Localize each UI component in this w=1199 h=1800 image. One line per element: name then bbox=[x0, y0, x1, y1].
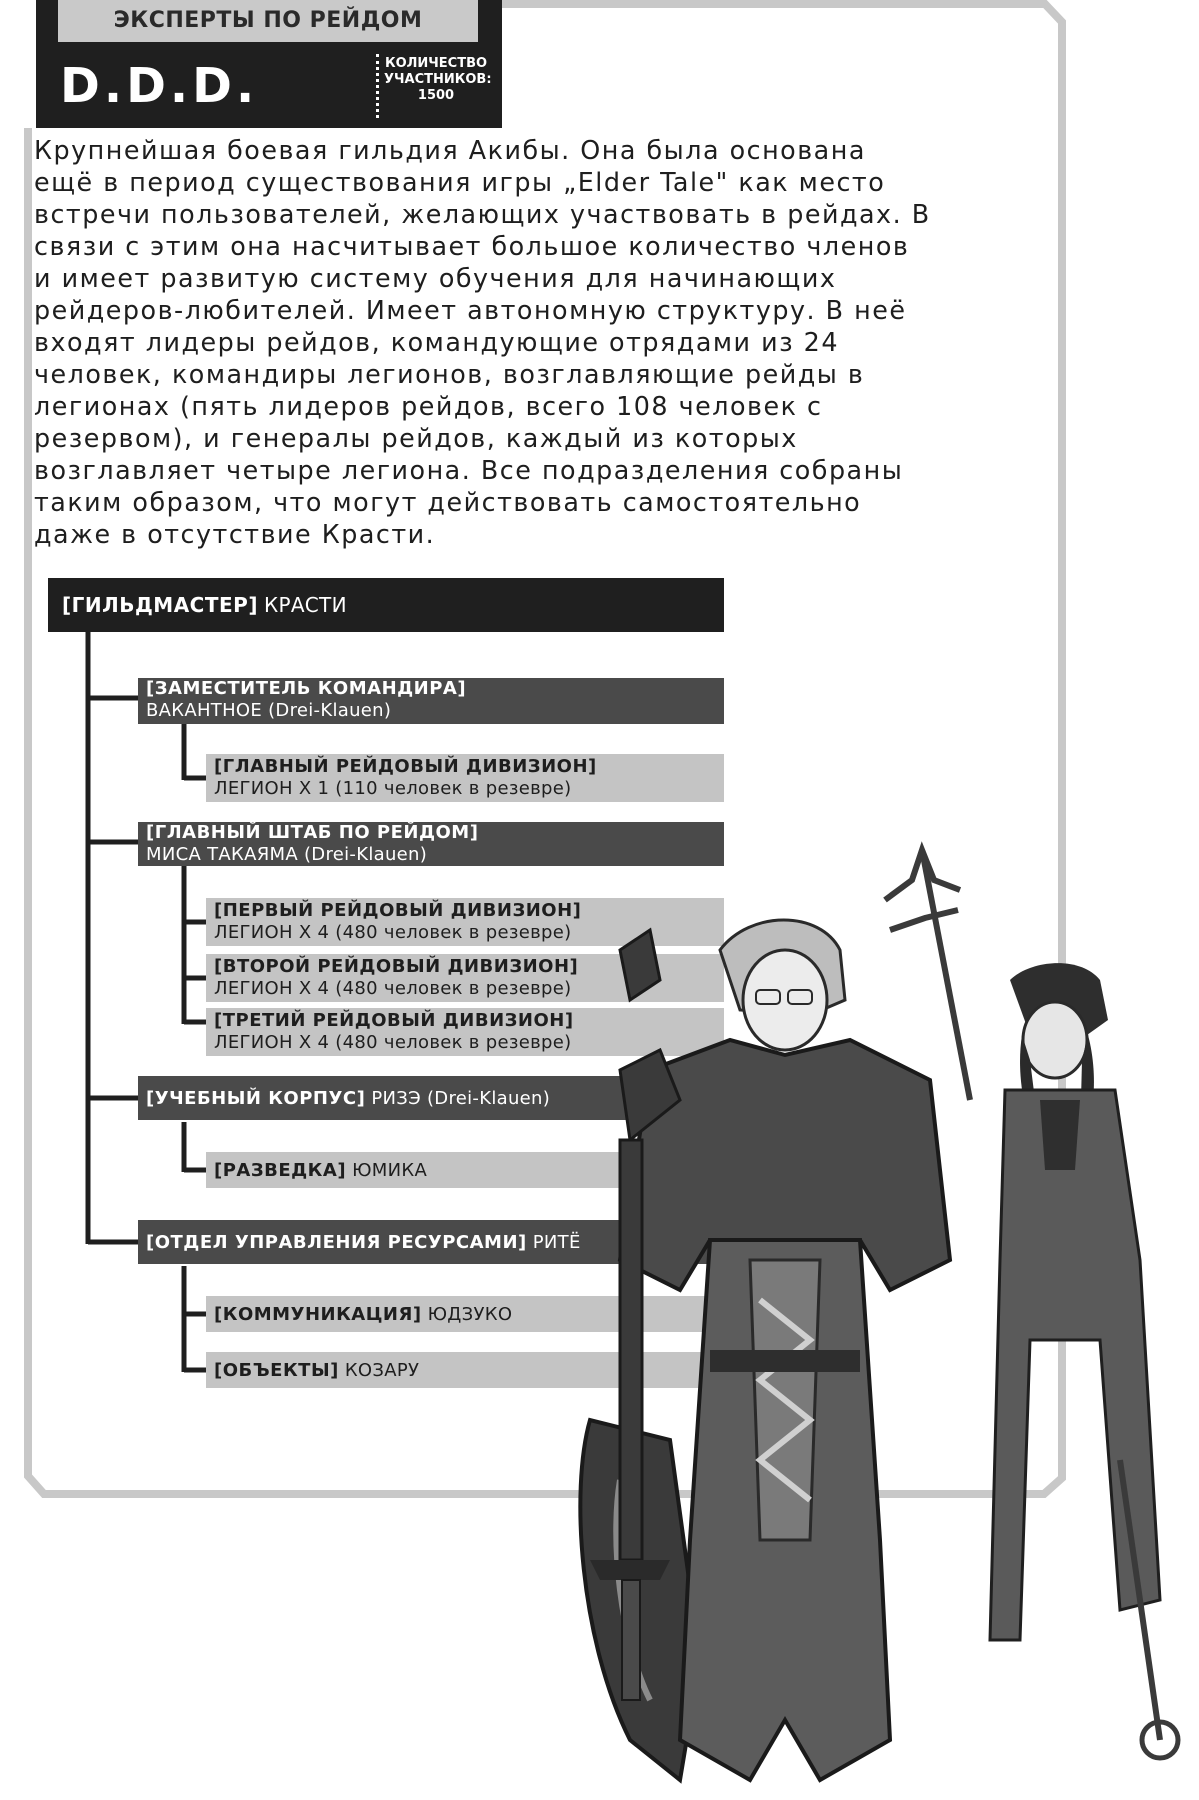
members-count: 1500 bbox=[417, 88, 455, 103]
guild-name: D.D.D. bbox=[60, 58, 259, 114]
org-name: РИЗЭ (Drei-Klauen) bbox=[371, 1087, 551, 1109]
org-name: ЮДЗУКО bbox=[427, 1303, 513, 1325]
org-role: [ГИЛЬДМАСТЕР] bbox=[62, 593, 258, 617]
org-name: ЛЕГИОН X 4 (480 человек в резевре) bbox=[214, 1032, 572, 1053]
members-label-line1: КОЛИЧЕСТВО bbox=[384, 56, 488, 71]
character-illustration bbox=[560, 840, 1199, 1800]
org-name: КОЗАРУ bbox=[344, 1359, 420, 1381]
org-role: [ОТДЕЛ УПРАВЛЕНИЯ РЕСУРСАМИ] bbox=[146, 1231, 527, 1253]
org-role: [ПЕРВЫЙ РЕЙДОВЫЙ ДИВИЗИОН] bbox=[214, 900, 582, 921]
org-name: ЮМИКА bbox=[352, 1159, 428, 1181]
org-role: [РАЗВЕДКА] bbox=[214, 1159, 347, 1181]
org-name: ЛЕГИОН X 4 (480 человек в резевре) bbox=[214, 922, 572, 943]
org-guildmaster bbox=[48, 578, 724, 632]
org-role: [ГЛАВНЫЙ ШТАБ ПО РЕЙДОМ] bbox=[146, 822, 479, 843]
section-title: ЭКСПЕРТЫ ПО РЕЙДОМ bbox=[58, 0, 478, 42]
guild-description: Крупнейшая боевая гильдия Акибы. Она была основана ещё в период существования игры „Elder Tale" как место встречи пользователей, желающих участвовать в рейдах. В связи с этим она насчитывает большое количество членов и имеет развитую систему обучения для начинающих рейдеров-любителей. Имеет автономную структуру. В неё входят лидеры рейдов, командующие отрядами из 24 человек, командиры легионов, возглавляющие рейды в легионах (пять лидеров рейдов, всего 108 человек с резервом), и генералы рейдов, каждый из которых возглавляет четыре легиона. Все подразделения собраны таким образом, что могут действовать самостоятельно даже в отсутствие Красти. bbox=[34, 135, 931, 549]
org-name: ЛЕГИОН X 1 (110 человек в резевре) bbox=[214, 778, 572, 799]
org-role: [ВТОРОЙ РЕЙДОВЫЙ ДИВИЗИОН] bbox=[214, 956, 579, 977]
members-label-line2: УЧАСТНИКОВ: bbox=[384, 72, 492, 87]
org-main-division bbox=[206, 754, 724, 802]
org-role: [УЧЕБНЫЙ КОРПУС] bbox=[146, 1087, 366, 1109]
org-name: ЛЕГИОН X 4 (480 человек в резевре) bbox=[214, 978, 572, 999]
org-deputy bbox=[138, 678, 724, 724]
org-role: [КОММУНИКАЦИЯ] bbox=[214, 1303, 422, 1325]
org-name: КРАСТИ bbox=[263, 593, 347, 617]
org-role: [ОБЪЕКТЫ] bbox=[214, 1359, 339, 1381]
org-role: [ТРЕТИЙ РЕЙДОВЫЙ ДИВИЗИОН] bbox=[214, 1010, 574, 1031]
org-name: РИТЁ bbox=[532, 1231, 581, 1253]
org-name: ВАКАНТНОЕ (Drei-Klauen) bbox=[146, 700, 392, 721]
org-role: [ЗАМЕСТИТЕЛЬ КОМАНДИРА] bbox=[146, 678, 467, 699]
org-name: МИСА ТАКАЯМА (Drei-Klauen) bbox=[146, 844, 428, 865]
org-role: [ГЛАВНЫЙ РЕЙДОВЫЙ ДИВИЗИОН] bbox=[214, 756, 597, 777]
